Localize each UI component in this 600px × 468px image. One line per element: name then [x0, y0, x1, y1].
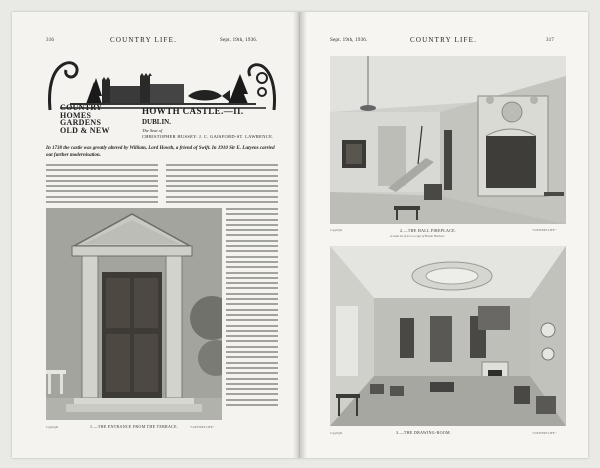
magazine-spread: [12, 12, 588, 458]
hall-photo-caption: 2.—THE HALL FIREPLACE.: [400, 228, 457, 233]
series-line: HOMES: [60, 110, 92, 120]
article-subtitle: DUBLIN.: [142, 118, 171, 126]
series-line: GARDENS: [60, 118, 102, 127]
drawing-room-credit-right: "COUNTRY LIFE.": [532, 431, 557, 435]
right-page-number: 317: [546, 38, 555, 43]
article-note: The Seat of: [142, 128, 163, 133]
hall-fireplace-art: [330, 56, 566, 224]
drawing-room-credit-left: Copyright: [330, 431, 343, 435]
body-text-column-1: [46, 164, 158, 206]
page-gutter: [293, 12, 307, 458]
article-author: CHRISTOPHER HUSSEY. J. C. GAISFORD-ST. LAWRENCE.: [142, 134, 274, 139]
right-page: [300, 12, 588, 458]
drawing-room-art: [330, 246, 566, 426]
left-page: [12, 12, 300, 458]
drawing-room-caption: 3.—THE DRAWING-ROOM.: [396, 430, 452, 435]
lead-paragraph: In 1738 the castle was greatly altered by William, Lord Howth, a friend of Swift. In 1910 Sir E. Lutyens carried out further modernisation.: [46, 146, 275, 158]
entrance-photo-caption: 1.—THE ENTRANCE FROM THE TERRACE.: [90, 424, 179, 429]
entrance-photo: [46, 208, 222, 420]
body-text-column-3: [226, 208, 278, 409]
right-running-title: COUNTRY LIFE.: [410, 36, 478, 44]
hall-photo-credit-left: Copyright: [330, 228, 343, 232]
left-date: Sept. 19th, 1936.: [220, 38, 258, 43]
hall-fireplace-photo: [330, 56, 566, 224]
right-date: Sept. 19th, 1936.: [330, 38, 368, 43]
drawing-room-photo: [330, 246, 566, 426]
series-line: COUNTRY: [60, 103, 103, 112]
entrance-photo-art: [46, 208, 222, 420]
entrance-photo-credit-left: Copyright: [46, 425, 59, 429]
series-line: OLD & NEW: [60, 125, 110, 135]
masthead: [46, 58, 278, 144]
hall-photo-subcaption: A small oil of an is a copy of Howth Harbour.: [390, 234, 445, 238]
body-text-column-2: [166, 164, 278, 206]
entrance-photo-credit-right: "COUNTRY LIFE.": [190, 425, 215, 429]
left-running-title: COUNTRY LIFE.: [110, 36, 178, 44]
series-title: [60, 104, 130, 134]
left-page-number: 316: [46, 38, 55, 43]
hall-photo-credit-right: "COUNTRY LIFE.": [532, 228, 557, 232]
article-title: HOWTH CASTLE.—II.: [142, 106, 244, 116]
